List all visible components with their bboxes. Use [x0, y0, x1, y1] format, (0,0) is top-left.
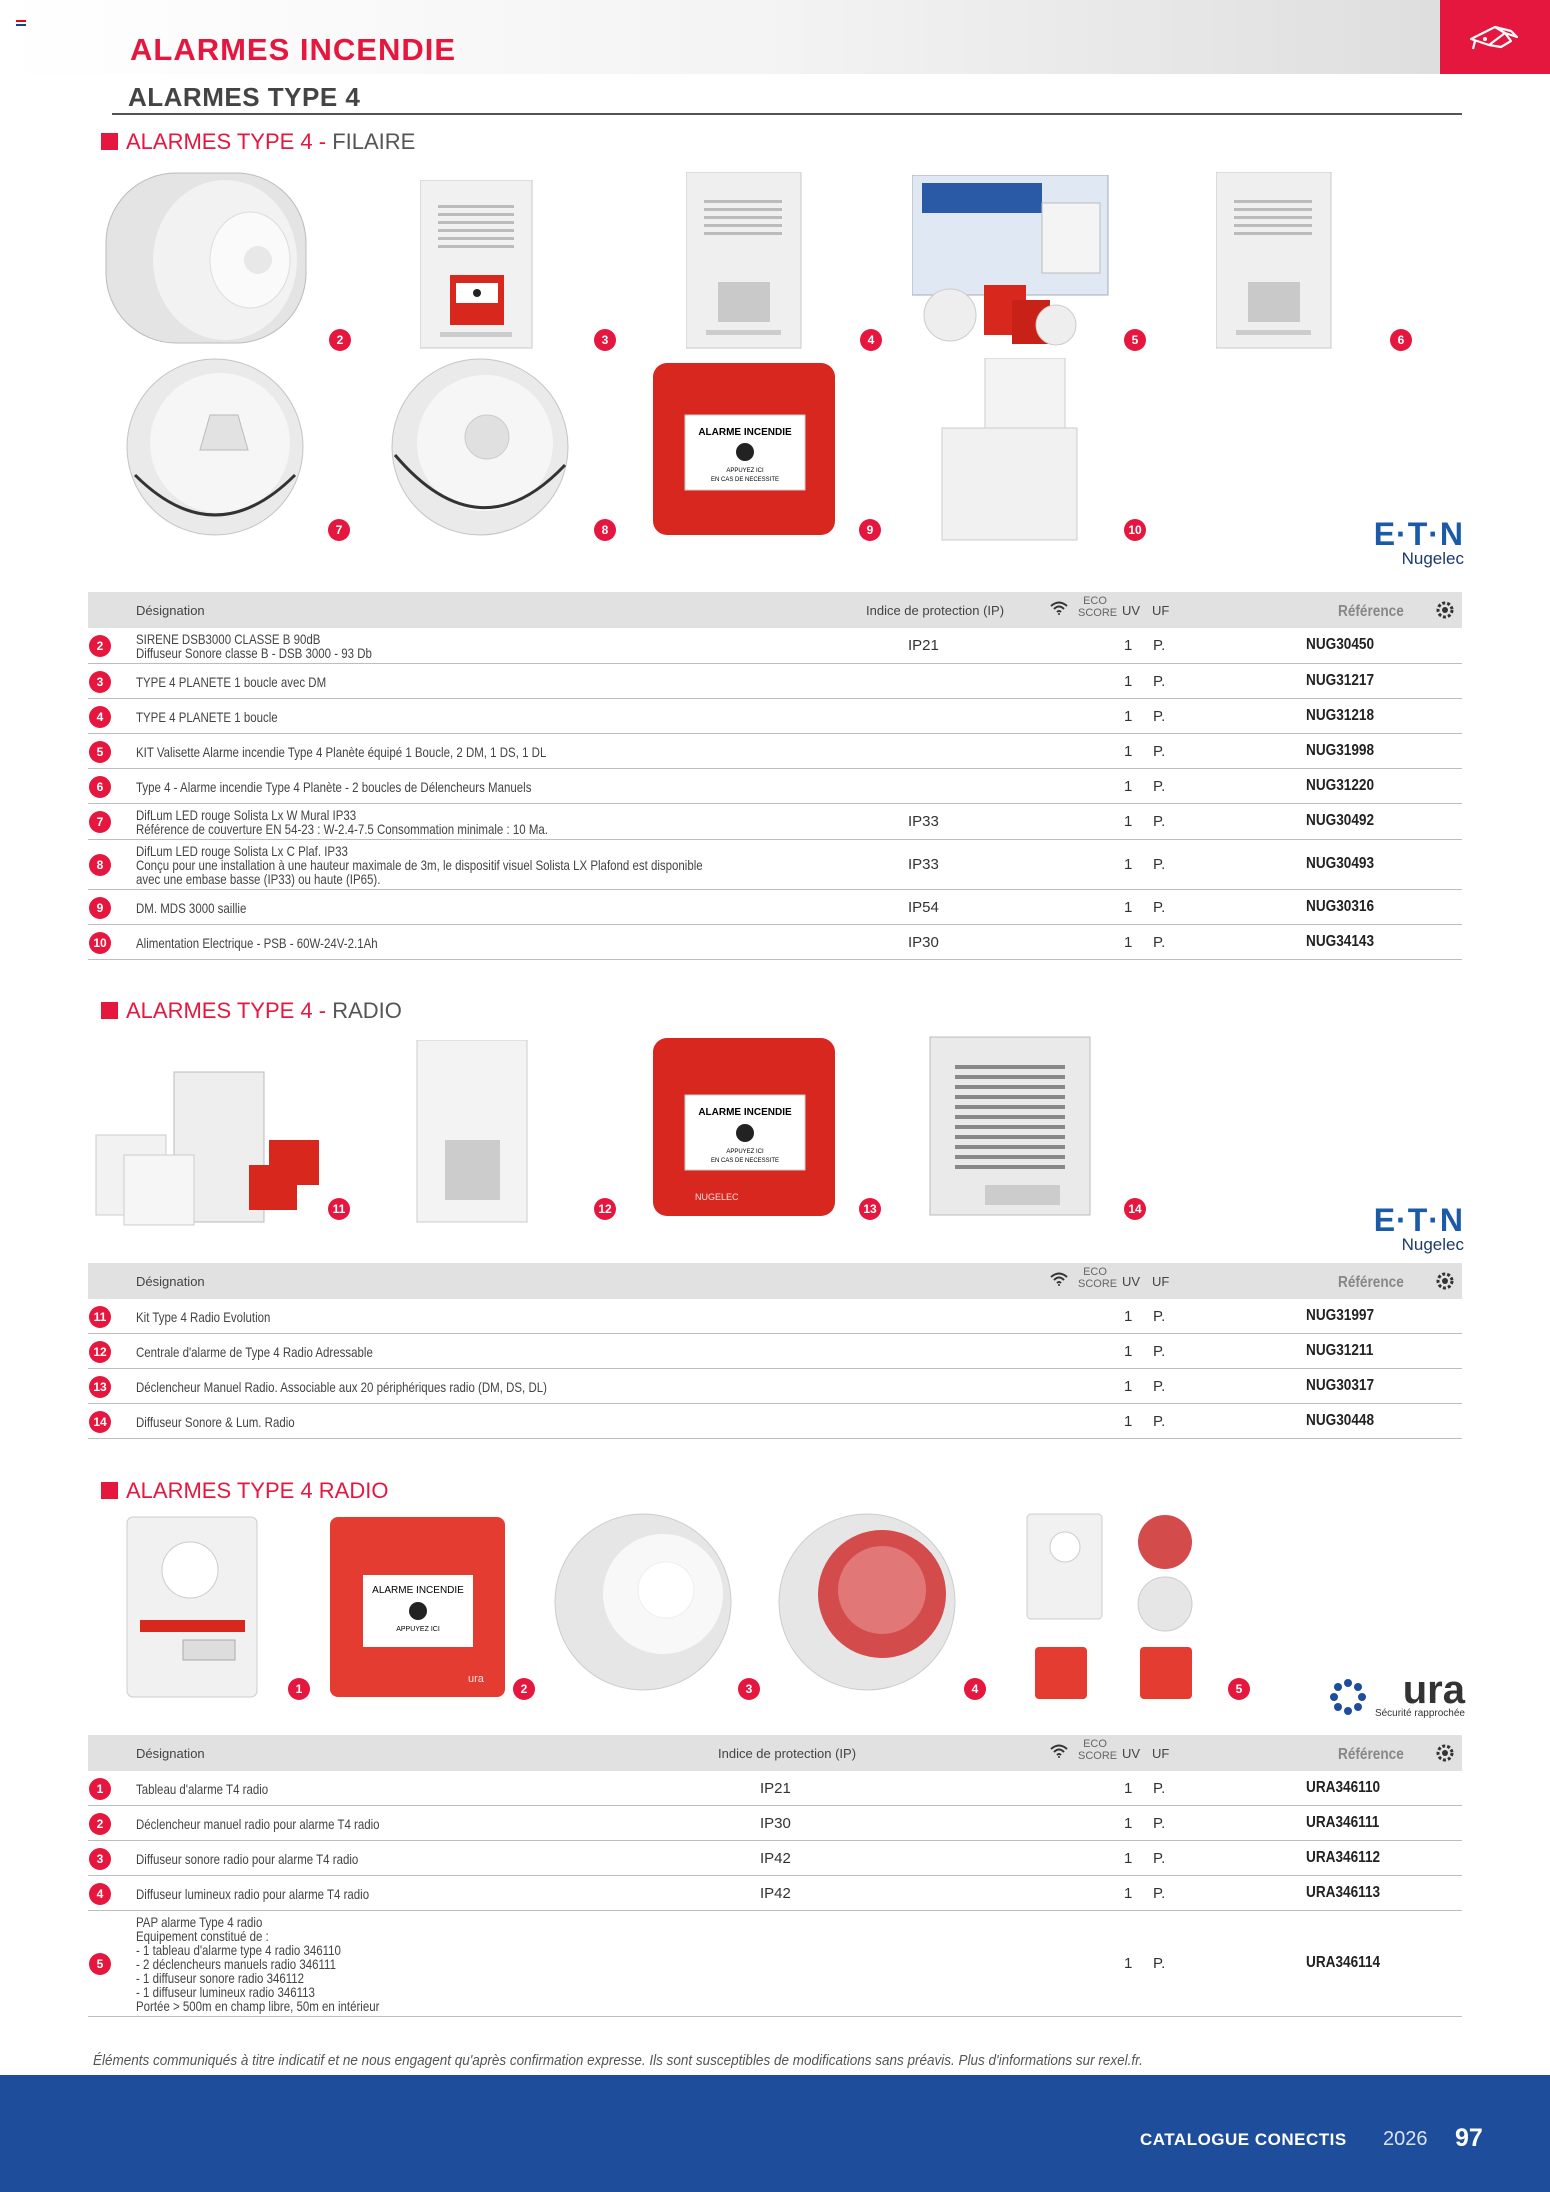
section-title-filaire	[101, 129, 415, 155]
product-image-ura-pack	[1025, 1512, 1200, 1702]
row-designation	[136, 936, 378, 950]
col-designation: Désignation	[136, 1746, 205, 1761]
item-badge: 13	[859, 1198, 881, 1220]
product-image-beacon-wall	[120, 355, 320, 540]
svg-text:EN CAS DE NECESSITE: EN CAS DE NECESSITE	[710, 477, 780, 483]
row-designation	[136, 844, 703, 886]
row-number-badge: 6	[89, 776, 111, 798]
row-uv: 1	[1124, 1884, 1133, 1902]
row-uv: 1	[1124, 1955, 1133, 1972]
page-title: ALARMES INCENDIE	[130, 32, 457, 67]
row-uv: 1	[1124, 1307, 1133, 1325]
row-reference[interactable]: NUG30448	[1306, 1411, 1375, 1429]
section-title-prefix: ALARMES TYPE 4 -	[126, 998, 333, 1023]
designation-line: TYPE 4 PLANETE 1 boucle avec DM	[136, 673, 327, 690]
row-uf: P.	[1153, 1884, 1166, 1902]
svg-text:ura: ura	[468, 1673, 484, 1685]
row-uf: P.	[1153, 1955, 1166, 1972]
product-image-alarm-panel	[686, 172, 804, 350]
item-badge: 11	[328, 1198, 350, 1220]
svg-text:ALARME INCENDIE: ALARME INCENDIE	[372, 1585, 464, 1596]
row-reference[interactable]: URA346113	[1306, 1883, 1381, 1901]
row-uv: 1	[1124, 1342, 1133, 1360]
table-row	[88, 925, 1462, 960]
row-designation	[136, 745, 546, 759]
row-designation	[136, 1345, 373, 1359]
row-ip: IP21	[760, 1779, 791, 1797]
row-reference[interactable]: NUG30492	[1306, 812, 1375, 829]
item-badge: 1	[288, 1678, 310, 1700]
product-image-ura-call-point	[328, 1515, 508, 1700]
row-ip: IP30	[908, 933, 939, 951]
row-number-badge: 9	[89, 897, 111, 919]
row-designation	[136, 1380, 547, 1394]
item-badge: 3	[594, 329, 616, 351]
svg-text:APPUYEZ ICI: APPUYEZ ICI	[396, 1626, 440, 1633]
row-uf: P.	[1153, 637, 1166, 654]
row-uv: 1	[1124, 707, 1133, 725]
row-ip: IP42	[760, 1849, 791, 1867]
table-row	[88, 769, 1462, 804]
col-designation: Désignation	[136, 603, 205, 618]
brand-name: ura	[1402, 1668, 1465, 1712]
product-image-siren	[100, 165, 320, 355]
heading-divider	[112, 113, 1462, 115]
product-image-kit-box	[912, 175, 1112, 353]
row-uv: 1	[1124, 1849, 1133, 1867]
disclaimer: Éléments communiqués à titre indicatif et ne nous engagent qu'après confirmation expresse. Ils sont susceptibles de modifications sans préavis. Plus d'informations sur rexel.fr.	[93, 2052, 1143, 2069]
row-reference[interactable]: NUG31997	[1306, 1306, 1375, 1324]
row-number-badge: 12	[89, 1341, 111, 1363]
item-badge: 5	[1228, 1678, 1250, 1700]
row-uf: P.	[1153, 1814, 1166, 1832]
category-badge	[1440, 0, 1550, 74]
designation-line: SIRENE DSB3000 CLASSE B 90dB	[136, 631, 321, 647]
item-badge: 10	[1124, 519, 1146, 541]
row-reference[interactable]: URA346112	[1306, 1848, 1381, 1866]
row-number-badge: 1	[89, 1778, 111, 1800]
flag-icon	[16, 20, 26, 26]
item-badge: 4	[860, 329, 882, 351]
col-uf: UF	[1152, 1274, 1170, 1289]
row-number-badge: 11	[89, 1306, 111, 1328]
row-reference[interactable]: NUG31218	[1306, 706, 1375, 724]
svg-text:EN CAS DE NECESSITE: EN CAS DE NECESSITE	[710, 1158, 780, 1164]
item-badge: 2	[329, 329, 351, 351]
designation-line: TYPE 4 PLANETE 1 boucle	[136, 708, 278, 725]
designation-line: Type 4 - Alarme incendie Type 4 Planète - 2 boucles de Délencheurs Manuels	[136, 778, 532, 795]
row-number-badge: 7	[89, 811, 111, 833]
row-number-badge: 5	[89, 1953, 111, 1975]
table-header	[88, 592, 1462, 628]
table-row	[88, 1771, 1462, 1806]
row-reference[interactable]: NUG30493	[1306, 855, 1375, 872]
row-number-badge: 2	[89, 635, 111, 657]
col-eco-score: ECO SCORE	[1078, 595, 1118, 619]
item-badge: 4	[964, 1678, 986, 1700]
section-title-prefix: ALARMES TYPE 4 -	[126, 129, 333, 154]
designation-line: Conçu pour une installation à une hauteur maximale de 3m, le dispositif visuel Solista LX Plafond est disponible	[136, 857, 703, 873]
row-uv: 1	[1124, 1779, 1133, 1797]
row-uv: 1	[1124, 777, 1133, 795]
row-number-badge: 3	[89, 671, 111, 693]
row-ip: IP33	[908, 856, 939, 873]
col-reference: Référence	[1338, 603, 1404, 620]
row-ip: IP21	[908, 637, 939, 654]
svg-text:ALARME INCENDIE: ALARME INCENDIE	[698, 1107, 792, 1118]
designation-line: Tableau d'alarme T4 radio	[136, 1780, 269, 1797]
product-image-radio-kit	[94, 1070, 334, 1230]
row-designation	[136, 1415, 295, 1429]
col-reference: Référence	[1338, 1746, 1404, 1763]
row-uv: 1	[1124, 637, 1133, 654]
row-designation	[136, 901, 246, 915]
col-uf: UF	[1152, 603, 1170, 618]
brand-logo-eaton	[1330, 1204, 1464, 1253]
designation-line: Portée > 500m en champ libre, 50m en intérieur	[136, 1998, 380, 2014]
row-reference[interactable]: NUG30316	[1306, 897, 1375, 915]
section-title-suffix: FILAIRE	[332, 129, 416, 154]
designation-line: Diffuseur sonore radio pour alarme T4 radio	[136, 1850, 359, 1867]
row-number-badge: 4	[89, 706, 111, 728]
section-heading: ALARMES TYPE 4	[128, 82, 361, 112]
col-protection: Indice de protection (IP)	[718, 1746, 857, 1761]
product-image-radio-call-point	[650, 1035, 840, 1220]
row-number-badge: 3	[89, 1848, 111, 1870]
designation-line: DM. MDS 3000 saillie	[136, 899, 247, 916]
product-table-ura	[88, 1735, 1462, 2017]
row-designation	[136, 1852, 358, 1866]
designation-line: Kit Type 4 Radio Evolution	[136, 1308, 271, 1325]
footer-catalog-label: CATALOGUE CONECTIS	[1140, 2130, 1347, 2149]
brand-sub: Nugelec	[1401, 549, 1464, 568]
designation-line: Diffuseur Sonore & Lum. Radio	[136, 1413, 295, 1430]
row-uf: P.	[1153, 742, 1166, 760]
table-row	[88, 1841, 1462, 1876]
ura-logo-icon	[1329, 1678, 1367, 1716]
row-designation	[136, 675, 326, 689]
col-uv: UV	[1122, 603, 1141, 618]
table-row	[88, 840, 1462, 890]
designation-line: DifLum LED rouge Solista Lx C Plaf. IP33	[136, 843, 348, 859]
row-reference[interactable]: NUG30317	[1306, 1376, 1375, 1394]
row-uf: P.	[1153, 777, 1166, 795]
row-reference[interactable]: NUG30450	[1306, 636, 1375, 653]
row-designation	[136, 1782, 268, 1796]
table-row	[88, 1369, 1462, 1404]
settings-icon	[1436, 601, 1454, 622]
section-marker	[101, 1002, 118, 1019]
table-row	[88, 804, 1462, 840]
product-image-ura-panel	[125, 1515, 260, 1700]
table-row	[88, 699, 1462, 734]
row-ip: IP54	[908, 898, 939, 916]
row-designation	[136, 1310, 270, 1324]
svg-text:APPUYEZ ICI: APPUYEZ ICI	[726, 1149, 764, 1155]
section-marker	[101, 1482, 118, 1499]
row-uf: P.	[1153, 933, 1166, 951]
brand-sub: Sécurité rapprochée	[1374, 1708, 1465, 1719]
row-reference[interactable]: NUG31211	[1306, 1341, 1374, 1359]
section-title-text: ALARMES TYPE 4 RADIO	[126, 1478, 389, 1503]
section-title-suffix: RADIO	[332, 998, 402, 1023]
item-badge: 3	[738, 1678, 760, 1700]
row-reference[interactable]: URA346111	[1306, 1813, 1380, 1831]
product-image-beacon-ceiling	[385, 355, 585, 540]
designation-line: Alimentation Electrique - PSB - 60W-24V-2.1Ah	[136, 934, 378, 951]
item-badge: 6	[1390, 329, 1412, 351]
col-designation: Désignation	[136, 1274, 205, 1289]
designation-line: DifLum LED rouge Solista Lx W Mural IP33	[136, 807, 357, 823]
row-ip: IP30	[760, 1814, 791, 1832]
wireless-icon	[1050, 1272, 1068, 1289]
product-image-radio-central	[415, 1040, 530, 1225]
designation-line: Equipement constitué de :	[136, 1928, 269, 1944]
product-image-power-supply	[940, 358, 1080, 543]
row-uv: 1	[1124, 933, 1133, 951]
table-row	[88, 734, 1462, 769]
col-uv: UV	[1122, 1746, 1141, 1761]
section-marker	[101, 133, 118, 150]
brand-name: E·T·N	[1373, 1202, 1464, 1238]
brand-logo-ura	[1325, 1668, 1465, 1720]
settings-icon	[1436, 1272, 1454, 1293]
designation-line: Déclencheur Manuel Radio. Associable aux 20 périphériques radio (DM, DS, DL)	[136, 1378, 547, 1395]
row-uf: P.	[1153, 672, 1166, 690]
row-ip: IP42	[760, 1884, 791, 1902]
table-row	[88, 1299, 1462, 1334]
table-row	[88, 1404, 1462, 1439]
brand-logo-eaton	[1330, 518, 1464, 567]
svg-text:ALARME INCENDIE: ALARME INCENDIE	[698, 427, 792, 438]
item-badge: 8	[594, 519, 616, 541]
product-image-alarm-panel-2	[1216, 172, 1334, 350]
row-uf: P.	[1153, 1377, 1166, 1395]
row-uf: P.	[1153, 1342, 1166, 1360]
table-row	[88, 1334, 1462, 1369]
settings-icon	[1436, 1744, 1454, 1765]
row-number-badge: 5	[89, 741, 111, 763]
row-ip: IP33	[908, 813, 939, 830]
item-badge: 5	[1124, 329, 1146, 351]
section-title-radio	[101, 998, 402, 1024]
product-image-ura-beacon	[772, 1512, 962, 1697]
row-uf: P.	[1153, 1779, 1166, 1797]
col-protection: Indice de protection (IP)	[866, 603, 1005, 618]
row-number-badge: 14	[89, 1411, 111, 1433]
row-uf: P.	[1153, 856, 1166, 873]
row-number-badge: 10	[89, 932, 111, 954]
row-uf: P.	[1153, 1412, 1166, 1430]
designation-line: - 2 déclencheurs manuels radio 346111	[136, 1956, 336, 1972]
product-table-radio	[88, 1263, 1462, 1439]
footer-year: 2026	[1383, 2128, 1428, 2150]
designation-line: Diffuseur lumineux radio pour alarme T4 radio	[136, 1885, 370, 1902]
svg-text:APPUYEZ ICI: APPUYEZ ICI	[726, 468, 764, 474]
table-row	[88, 890, 1462, 925]
wireless-icon	[1050, 1744, 1068, 1761]
row-uv: 1	[1124, 1412, 1133, 1430]
designation-line: PAP alarme Type 4 radio	[136, 1914, 263, 1930]
col-reference: Référence	[1338, 1274, 1404, 1291]
row-uv: 1	[1124, 1377, 1133, 1395]
row-uv: 1	[1124, 742, 1133, 760]
row-reference[interactable]: NUG31998	[1306, 741, 1375, 759]
row-reference[interactable]: URA346110	[1306, 1778, 1381, 1796]
product-table-filaire	[88, 592, 1462, 960]
designation-line: Déclencheur manuel radio pour alarme T4 radio	[136, 1815, 380, 1832]
row-designation	[136, 780, 531, 794]
designation-line: - 1 tableau d'alarme type 4 radio 346110	[136, 1942, 341, 1958]
row-designation	[136, 1915, 379, 2013]
row-uf: P.	[1153, 707, 1166, 725]
item-badge: 12	[594, 1198, 616, 1220]
row-number-badge: 8	[89, 854, 111, 876]
row-uv: 1	[1124, 856, 1133, 873]
designation-line: KIT Valisette Alarme incendie Type 4 Planète équipé 1 Boucle, 2 DM, 1 DS, 1 DL	[136, 743, 547, 760]
row-designation	[136, 710, 278, 724]
item-badge: 7	[328, 519, 350, 541]
table-row	[88, 1911, 1462, 2017]
row-reference[interactable]: NUG31217	[1306, 671, 1375, 689]
row-uf: P.	[1153, 898, 1166, 916]
fire-alarm-icon	[1465, 17, 1525, 57]
designation-line: Référence de couverture EN 54-23 : W-2.4-7.5 Consommation minimale : 10 Ma.	[136, 821, 548, 837]
wireless-icon	[1050, 601, 1068, 618]
col-uv: UV	[1122, 1274, 1141, 1289]
row-designation	[136, 632, 372, 660]
svg-text:NUGELEC: NUGELEC	[695, 1192, 739, 1202]
brand-sub: Nugelec	[1401, 1235, 1464, 1254]
product-image-manual-call-point	[650, 360, 840, 540]
row-reference[interactable]: URA346114	[1306, 1954, 1381, 1971]
product-image-alarm-panel-dm	[420, 180, 535, 350]
row-uv: 1	[1124, 672, 1133, 690]
row-designation	[136, 1887, 369, 1901]
designation-line: Centrale d'alarme de Type 4 Radio Adressable	[136, 1343, 373, 1360]
designation-line: - 1 diffuseur lumineux radio 346113	[136, 1984, 315, 2000]
product-image-ura-siren	[548, 1512, 738, 1697]
table-header	[88, 1263, 1462, 1299]
row-uf: P.	[1153, 1307, 1166, 1325]
row-uf: P.	[1153, 813, 1166, 830]
designation-line: Diffuseur Sonore classe B - DSB 3000 - 93 Db	[136, 645, 372, 661]
brand-name: E·T·N	[1373, 516, 1464, 552]
item-badge: 2	[513, 1678, 535, 1700]
page-number: 97	[1455, 2124, 1483, 2152]
row-uv: 1	[1124, 1814, 1133, 1832]
table-row	[88, 628, 1462, 664]
row-reference[interactable]: NUG34143	[1306, 932, 1375, 950]
designation-line: avec une embase basse (IP33) ou haute (IP65).	[136, 871, 381, 887]
row-designation	[136, 1817, 380, 1831]
item-badge: 14	[1124, 1198, 1146, 1220]
item-badge: 9	[859, 519, 881, 541]
col-eco-score: ECO SCORE	[1078, 1266, 1118, 1290]
row-number-badge: 4	[89, 1883, 111, 1905]
col-eco-score: ECO SCORE	[1078, 1738, 1118, 1762]
row-designation	[136, 808, 548, 836]
row-uv: 1	[1124, 813, 1133, 830]
col-uf: UF	[1152, 1746, 1170, 1761]
section-title-radio-ura	[101, 1478, 388, 1504]
designation-line: - 1 diffuseur sonore radio 346112	[136, 1970, 305, 1986]
row-uv: 1	[1124, 898, 1133, 916]
row-number-badge: 2	[89, 1813, 111, 1835]
row-reference[interactable]: NUG31220	[1306, 776, 1375, 794]
row-number-badge: 13	[89, 1376, 111, 1398]
table-header	[88, 1735, 1462, 1771]
table-row	[88, 1806, 1462, 1841]
product-image-radio-diffuser	[925, 1035, 1095, 1220]
row-uf: P.	[1153, 1849, 1166, 1867]
table-row	[88, 1876, 1462, 1911]
table-row	[88, 664, 1462, 699]
